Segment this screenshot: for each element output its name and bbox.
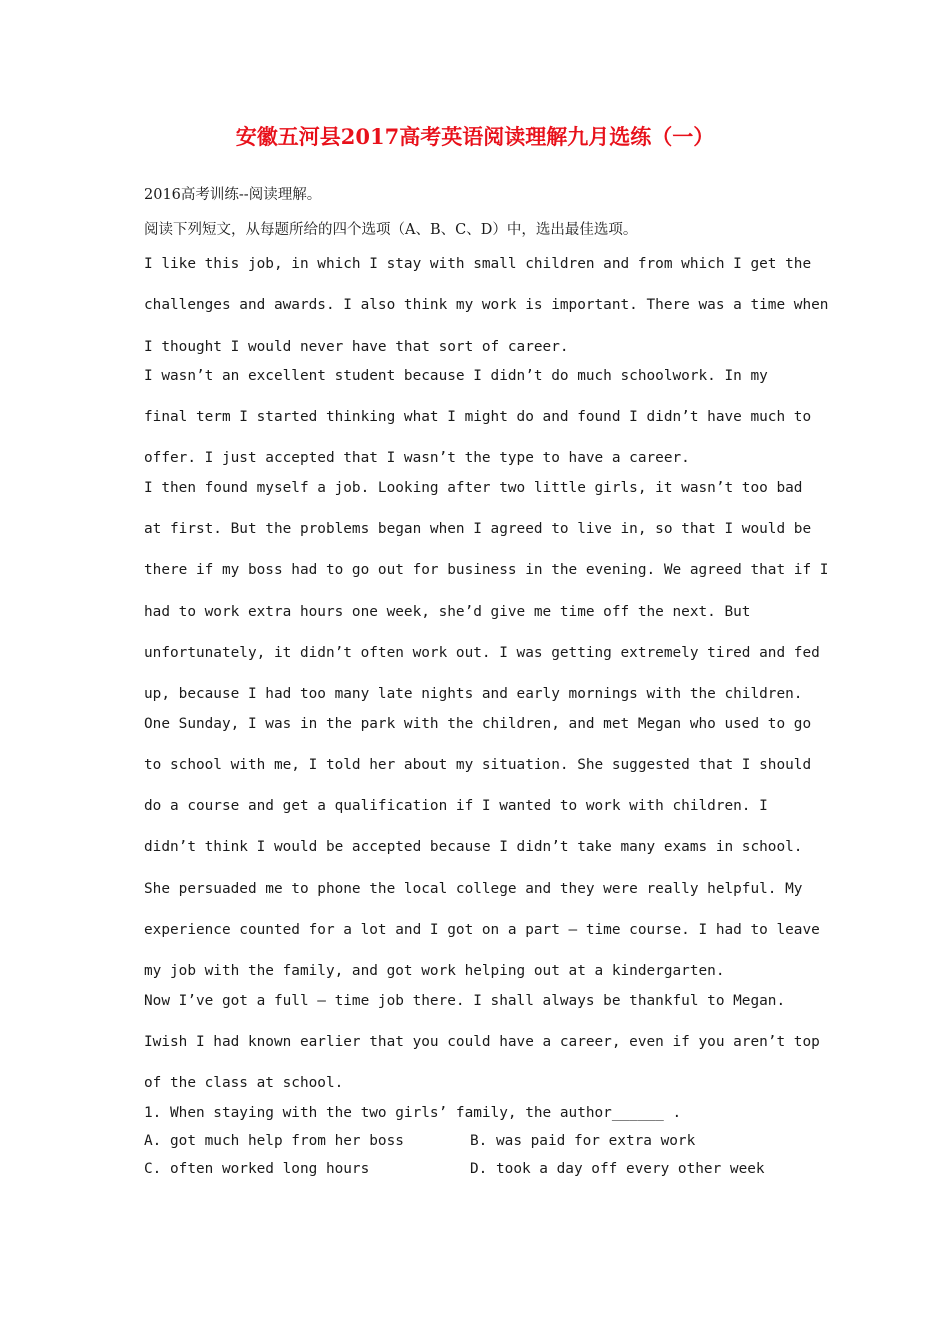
passage-line: experience counted for a lot and I got on a part – time course. I had to leave <box>144 922 820 939</box>
passage-line: She persuaded me to phone the local college and they were really helpful. My <box>144 880 803 897</box>
option-d: D. took a day off every other week <box>470 1160 765 1177</box>
passage-line: didn’t think I would be accepted because I didn’t take many exams in school. <box>144 839 803 856</box>
passage-line: my job with the family, and got work helping out at a kindergarten. <box>144 963 725 980</box>
passage-paragraph-3 <box>144 468 829 716</box>
passage-paragraph-5 <box>144 981 820 1105</box>
document-body <box>144 184 829 1183</box>
passage-line: I then found myself a job. Looking after two little girls, it wasn’t too bad <box>144 479 803 496</box>
passage-line: unfortunately, it didn’t often work out. I was getting extremely tired and fed <box>144 644 820 661</box>
passage-paragraph-2 <box>144 356 814 480</box>
option-b: B. was paid for extra work <box>470 1132 696 1149</box>
passage-line: challenges and awards. I also think my work is important. There was a time when <box>144 297 829 314</box>
passage-line: I wasn’t an excellent student because I didn’t do much schoolwork. In my <box>144 367 768 384</box>
passage-line: of the class at school. <box>144 1075 344 1092</box>
passage-line: do a course and get a qualification if I wanted to work with children. I <box>144 798 768 815</box>
passage-line: there if my boss had to go out for business in the evening. We agreed that if I <box>144 562 829 579</box>
question-1 <box>144 1099 814 1183</box>
question-options <box>144 1127 814 1183</box>
instruction-text: 阅读下列短文，从每题所给的四个选项（A、B、C、D）中，选出最佳选项。 <box>144 222 638 238</box>
passage-paragraph-1 <box>144 244 829 368</box>
passage-line: I thought I would never have that sort of career. <box>144 338 569 355</box>
passage-line: offer. I just accepted that I wasn’t the type to have a career. <box>144 450 690 467</box>
document-title: 安徽五河县2017高考英语阅读理解九月选练（一） <box>235 124 715 149</box>
passage-line: I like this job, in which I stay with small children and from which I get the <box>144 256 812 272</box>
passage-line: One Sunday, I was in the park with the children, and met Megan who used to go <box>144 715 812 732</box>
passage-paragraph-4 <box>144 704 820 993</box>
option-c: C. often worked long hours <box>144 1160 370 1177</box>
section-subtitle: 2016高考训练--阅读理解。 <box>144 187 322 203</box>
passage-line: at first. But the problems began when I agreed to live in, so that I would be <box>144 521 812 538</box>
passage-line: Iwish I had known earlier that you could have a career, even if you aren’t top <box>144 1033 820 1050</box>
passage-line: up, because I had too many late nights and early mornings with the children. <box>144 686 803 703</box>
passage-line: final term I started thinking what I might do and found I didn’t have much to <box>144 409 812 426</box>
passage-line: to school with me, I told her about my situation. She suggested that I should <box>144 756 812 773</box>
passage-line: Now I’ve got a full – time job there. I shall always be thankful to Megan. <box>144 992 786 1009</box>
passage-line: had to work extra hours one week, she’d give me time off the next. But <box>144 603 751 620</box>
option-a: A. got much help from her boss <box>144 1132 404 1149</box>
question-stem: 1. When staying with the two girls’ family, the author______ . <box>144 1104 682 1121</box>
